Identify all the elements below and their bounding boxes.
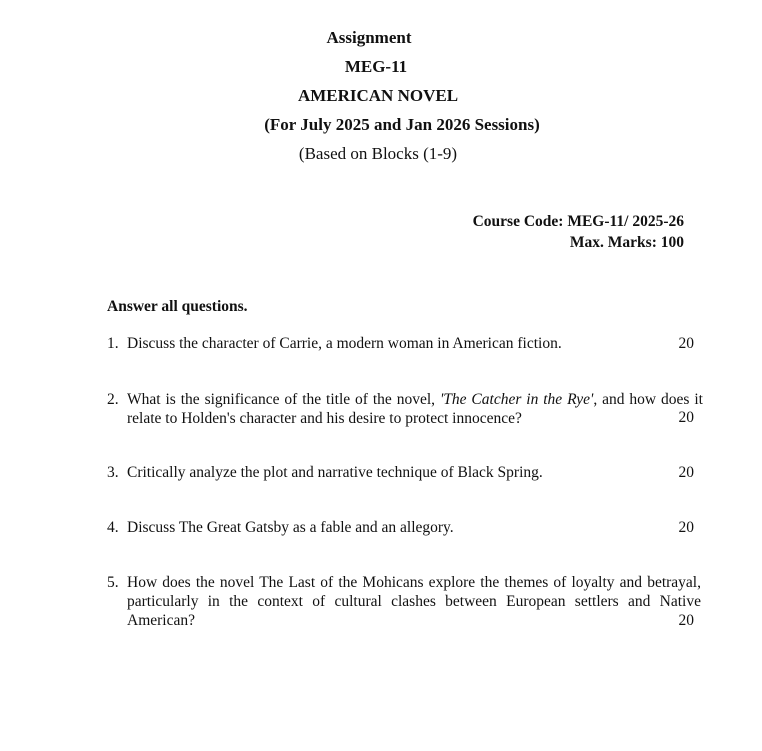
question-marks: 20 bbox=[678, 464, 694, 481]
question-text bbox=[127, 390, 703, 428]
course-code-heading: MEG-11 bbox=[344, 57, 408, 76]
course-code-meta: Course Code: MEG-11/ 2025-26 bbox=[472, 213, 684, 230]
question-text: Discuss the character of Carrie, a modern woman in American fiction. bbox=[127, 335, 562, 352]
question-text: Discuss The Great Gatsby as a fable and an allegory. bbox=[127, 519, 454, 536]
question-number: 3. bbox=[107, 464, 119, 481]
novel-title-italic: 'The Catcher in the Rye' bbox=[439, 391, 594, 408]
question-text-part: What is the significance of the title of the novel, bbox=[127, 391, 440, 408]
question-text-part: , and how does it relate to Holden's character and his desire to protect innocence? bbox=[127, 391, 703, 427]
question-number: 4. bbox=[107, 519, 119, 536]
course-title: AMERICAN NOVEL bbox=[297, 86, 459, 105]
question-marks: 20 bbox=[678, 519, 694, 536]
max-marks: Max. Marks: 100 bbox=[569, 234, 684, 251]
assignment-heading: Assignment bbox=[326, 28, 412, 47]
question-marks: 20 bbox=[678, 612, 694, 629]
blocks-line: (Based on Blocks (1-9) bbox=[298, 144, 458, 163]
question-marks: 20 bbox=[678, 335, 694, 352]
question-number: 5. bbox=[107, 574, 119, 591]
question-text: Critically analyze the plot and narrative technique of Black Spring. bbox=[127, 464, 543, 481]
question-number: 1. bbox=[107, 335, 119, 352]
sessions-line: (For July 2025 and Jan 2026 Sessions) bbox=[264, 115, 540, 134]
question-number: 2. bbox=[107, 391, 119, 408]
question-marks: 20 bbox=[678, 409, 694, 426]
question-text: How does the novel The Last of the Mohicans explore the themes of loyalty and betrayal, particularly in the context of cultural clashes between European settlers and Native American? bbox=[127, 574, 701, 629]
instruction-text: Answer all questions. bbox=[107, 298, 248, 315]
